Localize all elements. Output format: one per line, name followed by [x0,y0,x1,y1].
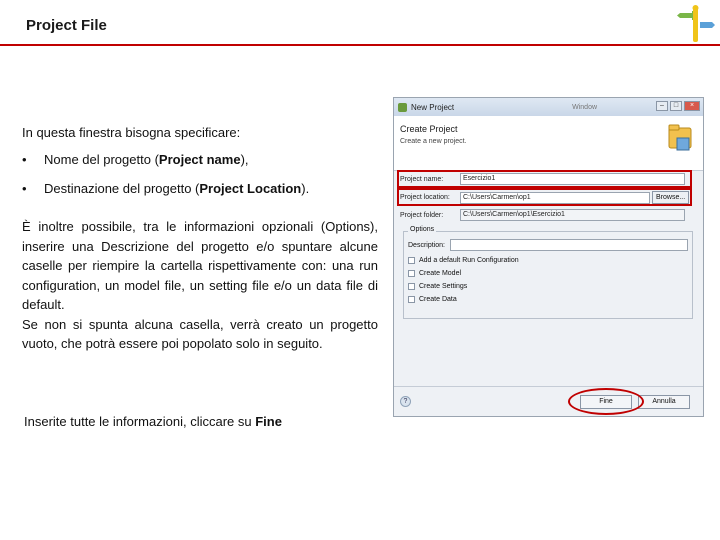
checkbox-row[interactable] [408,257,519,264]
run-configuration-checkbox[interactable] [408,257,415,264]
checkbox-row[interactable] [408,270,461,277]
list-item [22,152,382,167]
options-legend: Options [410,226,435,233]
instruction-text [24,414,282,429]
paragraph-empty-project: Se non si spunta alcuna casella, verrà creato un progetto vuoto, che potrà essere poi popolato solo in seguito. [22,316,378,351]
dialog-footer [394,386,703,416]
maximize-button[interactable]: □ [670,101,682,111]
bullet-text-suffix: ). [301,181,310,196]
header-title: Create Project [400,124,458,134]
bullet-text-prefix: Nome del progetto ( [44,152,159,167]
project-folder-input: C:\Users\Carmen\op1\Esercizio1 [460,209,685,221]
bullet-icon: • [22,152,27,167]
checkbox-row[interactable] [408,283,467,290]
close-button[interactable]: × [684,101,700,111]
checkbox-label: Add a default Run Configuration [419,257,519,264]
options-explanation [22,217,378,354]
bullet-icon: • [22,181,27,196]
new-folder-icon [667,122,693,154]
highlight-project-location [397,188,692,206]
checkbox-label: Create Settings [419,283,468,290]
title-divider [0,44,720,46]
checkbox-row[interactable] [408,296,457,303]
description-input[interactable] [450,239,688,251]
create-model-checkbox[interactable] [408,270,415,277]
cancel-button[interactable]: Annulla [638,395,690,409]
project-name-input[interactable]: Esercizio1 [460,173,685,185]
checkbox-label: Create Data [419,296,457,303]
bullet-text-bold: Project Location [199,181,302,196]
options-group [403,226,693,319]
create-data-checkbox[interactable] [408,296,415,303]
slide-title: Project File [26,17,107,34]
list-item [22,181,382,196]
dialog-header [394,116,703,171]
bullet-text-suffix: ), [240,152,249,167]
new-project-dialog [393,97,704,417]
project-location-input[interactable]: C:\Users\Carmen\op1 [460,192,650,204]
description-label: Description: [408,241,445,249]
description-row [408,239,688,251]
browse-button[interactable]: Browse... [652,191,689,204]
highlight-project-name [397,170,692,188]
checkbox-label: Create Model [419,270,462,277]
project-name-label: Project name: [400,175,444,183]
highlight-finish-button [568,388,644,415]
instruction-prefix: Inserite tutte le informazioni, cliccare su [24,414,256,429]
minimize-button[interactable]: – [656,101,668,111]
dialog-title: New Project [411,102,455,112]
create-settings-checkbox[interactable] [408,283,415,290]
intro-text: In questa finestra bisogna specificare: [22,125,241,140]
project-folder-row [400,209,685,221]
background-window-label: Window [572,103,598,111]
header-subtitle: Create a new project. [400,138,467,145]
bullet-text-prefix: Destinazione del progetto ( [44,181,200,196]
help-icon[interactable]: ? [400,396,411,407]
instruction-bold: Fine [255,414,282,429]
paragraph-options: È inoltre possibile, tra le informazioni opzionali (Options), inserire una Descrizione del progetto e/o spuntare alcune caselle per riempire la cartella rispettivamente con: una run configuration, un model file, un setting file e/o un data file di default. [22,219,378,312]
project-folder-label: Project folder: [400,211,444,219]
app-icon [398,103,407,112]
project-location-label: Project location: [400,194,450,201]
window-controls [656,101,700,111]
signpost-logo-icon [676,4,716,44]
bullet-text-bold: Project name [158,152,241,167]
finish-button[interactable]: Fine [580,395,632,409]
requirements-list [22,152,382,210]
